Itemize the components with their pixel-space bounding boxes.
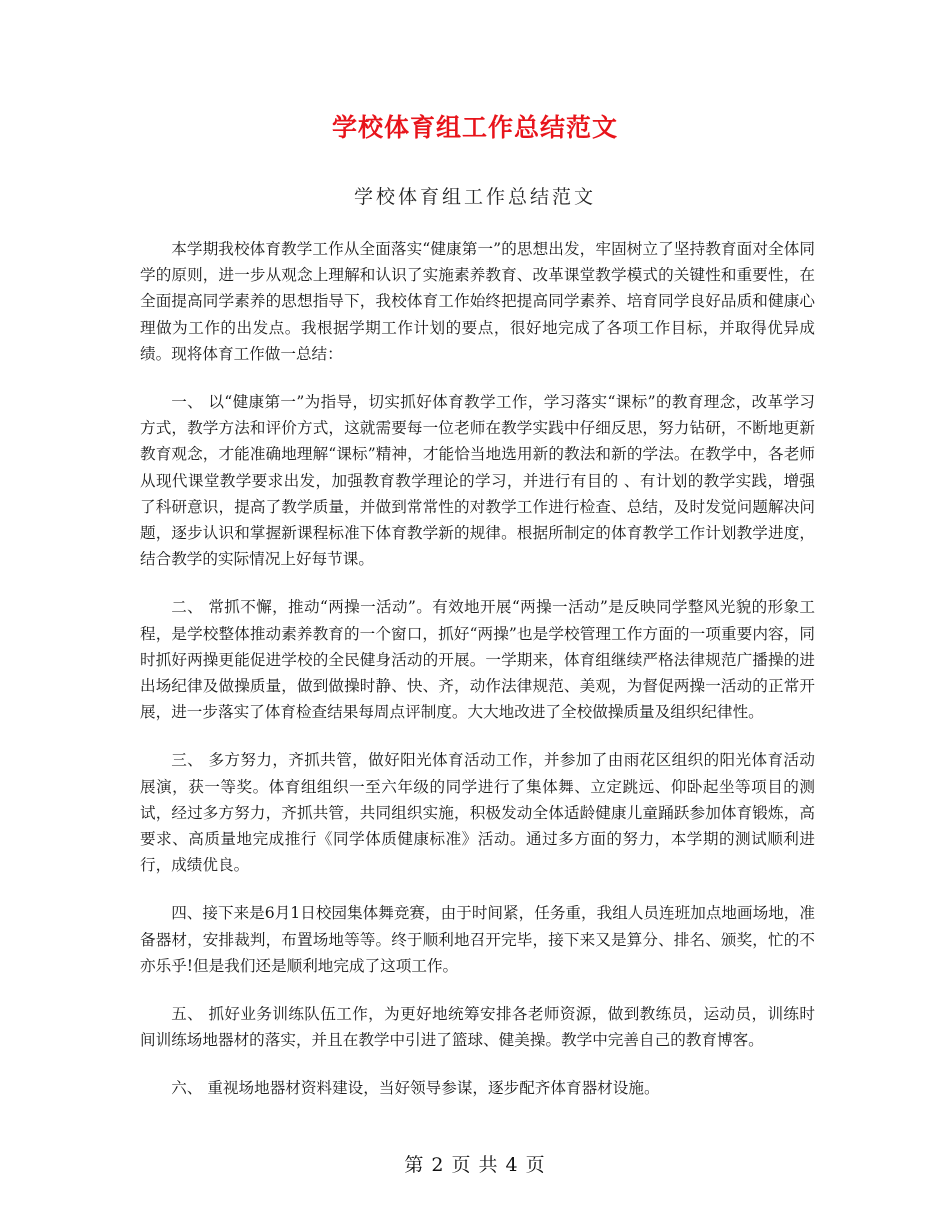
document-body <box>140 236 815 1124</box>
paragraph-section-1: 一、 以“健康第一”为指导，切实抓好体育教学工作，学习落实“课标”的教育理念，改革学习方式，教学方法和评价方式，这就需要每一位老师在教学实践中仔细反思，努力钻研，不断地更新教育观念，才能准确地理解“课标”精神，才能恰当地选用新的教法和新的学法。在教学中，各老师从现代课堂教学要求出发，加强教育教学理论的学习，并进行有目的 、有计划的教学实践，增强了科研意识，提高了教学质量，并做到常常性的对教学工作进行检查、总结，及时发觉问题解决问题，逐步认识和掌握新课程标准下体育教学新的规律。根据所制定的体育教学工作计划教学进度，结合教学的实际情况上好每节课。 <box>140 393 815 569</box>
paragraph-section-6: 六、 重视场地器材资料建设，当好领导参谋，逐步配齐体育器材设施。 <box>171 1079 660 1098</box>
paragraph-section-4: 四、接下来是6月1日校园集体舞竞赛，由于时间紧，任务重，我组人员连班加点地画场地，准备器材，安排裁判，布置场地等等。终于顺利地召开完毕，接下来又是算分、排名、颁奖，忙的不亦乐乎!但是我们还是顺利地完成了这项工作。 <box>140 904 815 975</box>
page-subtitle: 学校体育组工作总结范文 <box>353 186 596 208</box>
paragraph-section-2: 二、 常抓不懈，推动“两操一活动”。有效地开展“两操一活动”是反映同学整风光貌的形象工程，是学校整体推动素养教育的一个窗口，抓好“两操”也是学校管理工作方面的一项重要内容，同时抓好两操更能促进学校的全民健身活动的开展。一学期来，体育组继续严格法律规范广播操的进出场纪律及做操质量，做到做操时静、快、齐，动作法律规范、美观，为督促两操一活动的正常开展，进一步落实了体育检查结果每周点评制度。大大地改进了全校做操质量及组织纪律性。 <box>140 598 815 722</box>
paragraph-section-5: 五、 抓好业务训练队伍工作，为更好地统筹安排各老师资源，做到教练员，运动员，训练时间训练场地器材的落实，并且在教学中引进了篮球、健美操。教学中完善自己的教育博客。 <box>140 1005 815 1050</box>
page-number-footer: 第 2 页 共 4 页 <box>404 1154 546 1176</box>
paragraph-intro: 本学期我校体育教学工作从全面落实“健康第一”的思想出发，牢固树立了坚持教育面对全体同学的原则，进一步从观念上理解和认识了实施素养教育、改革课堂教学模式的关键性和重要性，在全面提高同学素养的思想指导下，我校体育工作始终把提高同学素养、培育同学良好品质和健康心理做为工作的出发点。我根据学期工作计划的要点，很好地完成了各项工作目标，并取得优异成绩。现将体育工作做一总结： <box>140 240 815 363</box>
page-title: 学校体育组工作总结范文 <box>331 113 618 142</box>
paragraph-section-3: 三、 多方努力，齐抓共管，做好阳光体育活动工作，并参加了由雨花区组织的阳光体育活动展演，获一等奖。体育组组织一至六年级的同学进行了集体舞、立定跳远、仰卧起坐等项目的测试，经过多方努力，齐抓共管，共同组织实施，积极发动全体适龄健康儿童踊跃参加体育锻炼，高要求、高质量地完成推行《同学体质健康标准》活动。通过多方面的努力，本学期的测试顺利进行，成绩优良。 <box>140 751 815 875</box>
